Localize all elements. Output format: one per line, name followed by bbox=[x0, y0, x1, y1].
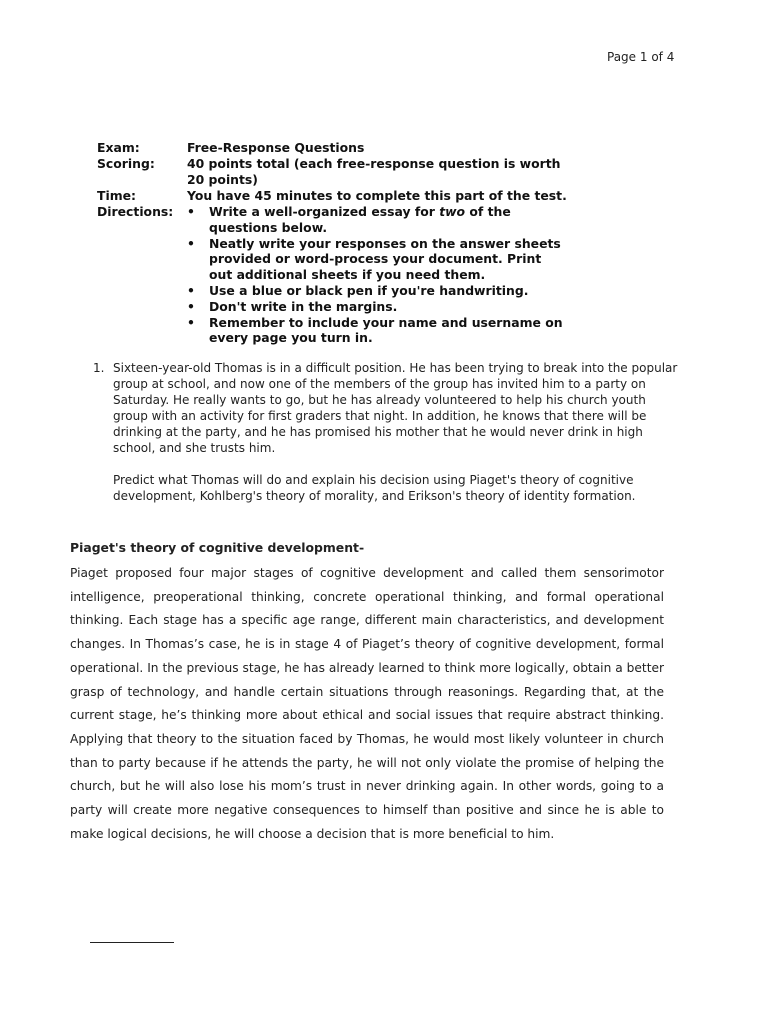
directions-label: Directions: bbox=[97, 204, 174, 219]
scoring-value: 40 points total (each free-response question is worth 20 points) bbox=[187, 156, 561, 187]
question-scenario: Sixteen-year-old Thomas is in a difficult position. He has been trying to break into the popular group at school, and now one of the members of the group has invited him to a party on Saturday. He really wants to go, but he has already volunteered to help his church youth group with an activity for first graders that night. In addition, he knows that there will be drinking at the party, and he has promised his mother that he would never drink in high school, and she trusts him. bbox=[113, 361, 678, 455]
direction-item: • Neatly write your responses on the answer sheets provided or word-process your document. Print out additional sheets if you need them. bbox=[187, 236, 567, 283]
exam-row bbox=[97, 140, 567, 156]
direction-item-1-end: of the questions below. bbox=[209, 204, 511, 235]
exam-info bbox=[97, 140, 567, 346]
direction-item: • Remember to include your name and username on every page you turn in. bbox=[187, 315, 567, 347]
directions-row bbox=[97, 204, 567, 346]
exam-value: Free-Response Questions bbox=[187, 140, 365, 155]
scoring-label: Scoring: bbox=[97, 156, 155, 171]
answer-body: Piaget proposed four major stages of cognitive development and called them sensorimotor intelligence, preoperational thinking, concrete operational thinking, and formal operational thinking. Each stage has a specific age range, different main characteristics, and development changes. In Thomas’s case, he is in stage 4 of Piaget’s theory of cognitive development, formal operational. In the previous stage, he has already learned to think more logically, obtain a better grasp of technology, and handle certain situations through reasonings. Regarding that, at the current stage, he’s thinking more about ethical and social issues that require abstract thinking. Applying that theory to the situation faced by Thomas, he would most likely volunteer in church than to party because if he attends the party, he will not only violate the promise of helping the church, but he will also lose his mom’s trust in never drinking again. In other words, going to a party will create more negative consequences to himself than positive and since he is able to make logical decisions, he will choose a decision that is more beneficial to him. bbox=[70, 566, 664, 841]
direction-item: • Don't write in the margins. bbox=[187, 299, 567, 315]
directions-list bbox=[187, 204, 567, 346]
time-row bbox=[97, 188, 567, 204]
question-number: 1. bbox=[93, 361, 105, 375]
direction-item: • Use a blue or black pen if you're handwriting. bbox=[187, 283, 567, 299]
question-prompt: Predict what Thomas will do and explain his decision using Piaget's theory of cognitive development, Kohlberg's theory of morality, and Erikson's theory of identity formation. bbox=[113, 473, 636, 503]
time-value: You have 45 minutes to complete this part of the test. bbox=[187, 188, 567, 203]
time-label: Time: bbox=[97, 188, 136, 203]
exam-label: Exam: bbox=[97, 140, 140, 155]
direction-item bbox=[187, 204, 567, 236]
page-number: Page 1 of 4 bbox=[607, 50, 675, 64]
question-1 bbox=[93, 360, 683, 520]
scoring-row bbox=[97, 156, 567, 188]
answer-title: Piaget's theory of cognitive development- bbox=[70, 540, 365, 555]
direction-item-1-emphasis: two bbox=[439, 204, 466, 219]
question-body bbox=[113, 360, 683, 504]
footnote-divider bbox=[90, 942, 174, 943]
direction-item-1-start: Write a well-organized essay for bbox=[209, 204, 440, 219]
answer-section bbox=[70, 540, 664, 846]
